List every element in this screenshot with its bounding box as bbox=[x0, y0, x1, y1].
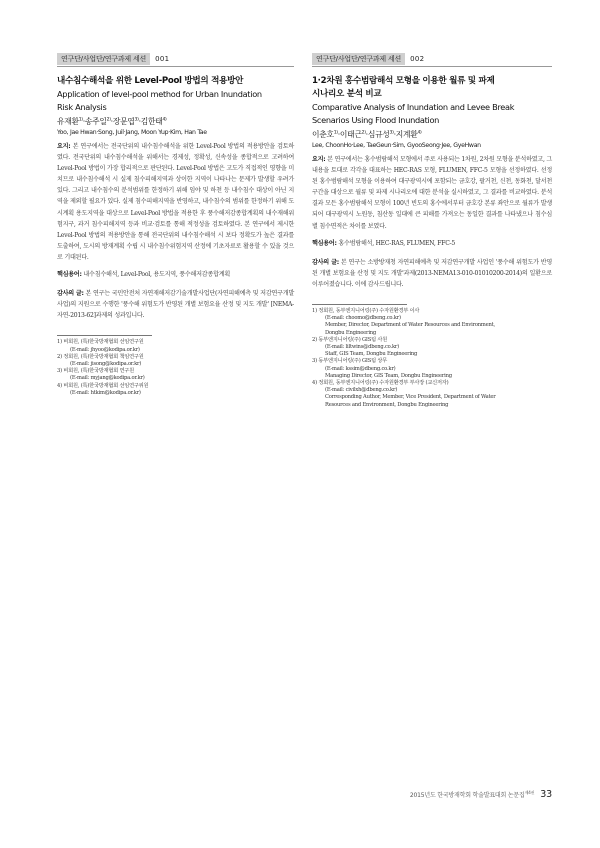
session-number: 001 bbox=[155, 54, 170, 63]
article-title-en bbox=[57, 88, 294, 113]
footnote: 3) 동부엔지니어링(주) GIS팀 상무 bbox=[312, 358, 388, 365]
ack-label: 감사의 글: bbox=[312, 258, 339, 266]
footnote-divider bbox=[57, 335, 152, 336]
title-en-line: Risk Analysis bbox=[57, 101, 107, 112]
author-name: 송주일 bbox=[84, 117, 107, 126]
authors-ko: 이춘호$^{1)}$·이태근$^{2)}$·심규성$^{3)}$·지계환$^{4)}$ bbox=[312, 130, 422, 139]
abstract-text: 본 연구에서는 전국단위의 내수침수해석을 위한 Level-Pool 방법의 적용방안을 검토하였다. 전국단위의 내수침수해석을 위해서는 경제성, 정확성, 신속성을 종합적으로 고려하여 Level-Pool 방법이 가장 합리적으로 판단된다. Level-Pool 방법은 고도가 직접적인 영향을 미치므로 내수침수해석 시 실제 침수피해지역과 상이한 지역이 나타나는 문제가 발생할 우려가 있다. 그리고 내수침수의 분석범위를 한정하기 위해 임야 및 하천 등 내수침수 대상이 아닌 지역을 제외할 필요가 있다. 실제 침수피해지역을 반영하고, 내수침수의 범위를 한정하기 위해 도시계획 용도지역을 대상으로 Level-Pool 방법을 적용한 후 풍수해저감종합계획의 내수재해위험지구, 과거 침수피해지역 등과 비교·검토를 통해 적정성을 검토하였다. 본 연구에서 제시한 Level-Pool 방법의 적용방안을 통해 전국단위의 내수침수해석 시 보다 정확도가 높은 결과를 도출하여, 도시의 방재계획 수립 시 내수침수위험지역 산정에 기초자료로 활용할 수 있을 것으로 기대된다. bbox=[57, 143, 294, 261]
author-name: 이태근 bbox=[339, 130, 362, 139]
author-affil-mark: 3) bbox=[134, 117, 139, 123]
abstract-label: 요지: bbox=[57, 143, 71, 150]
footnote-email: (E-mail: choomo@dbeng.co.kr) bbox=[325, 315, 401, 322]
keywords bbox=[312, 238, 552, 249]
footnote: 2) 동부엔지니어링(주) GIS팀 사원 bbox=[312, 336, 388, 343]
author-name: 심규성 bbox=[367, 130, 390, 139]
keywords bbox=[57, 269, 294, 280]
title-ko-line: 시나리오 분석 비교 bbox=[312, 89, 382, 99]
footnote-en: Staff, GIS Team, Dongbu Engineering bbox=[325, 351, 418, 358]
author-affil-mark: 1) bbox=[333, 130, 338, 136]
title-en-line: Application of level-pool method for Urban Inundation bbox=[57, 89, 262, 99]
footnote-en: Dongbu Engineering bbox=[325, 329, 377, 336]
footnote-email: (E-mail: liltwins@dbeng.co.kr) bbox=[325, 344, 399, 351]
page-footer bbox=[352, 789, 552, 800]
session-label: 연구단/사업단/연구과제 세션 bbox=[57, 53, 150, 65]
page-number: 33 bbox=[540, 789, 552, 800]
footnote-email: (E-mail: kssim@dbeng.co.kr) bbox=[325, 365, 396, 372]
title-ko-line: 1·2차원 홍수범람해석 모형을 이용한 월류 및 파제 bbox=[312, 76, 495, 86]
article-title-en bbox=[312, 101, 552, 126]
footnote: 4) 비회원, (특)한국방재협회 선임연구위원 bbox=[57, 382, 149, 389]
session-label: 연구단/사업단/연구과제 세션 bbox=[312, 53, 405, 65]
author-affil-mark: 2) bbox=[106, 117, 111, 123]
article-title-ko bbox=[312, 75, 552, 101]
abstract-text: 본 연구에서는 홍수범람해석 모형에서 주로 사용되는 1차원, 2차원 모형을 분석하였고, 그 내용을 토대로 각각을 대표하는 HEC-RAS 모형, FLUMEN, FFC-5 모형을 선정하였다. 선정된 홍수범람해석 모형을 이용하여 대구광역시에 포함되는 금호강, 팔거천, 신천, 동화천, 달서천 구간을 대상으로 월류 및 파제 시나리오에 대한 분석을 실시하였고, 그 결과를 비교하였다. 분석 결과 모든 홍수범람해석 모형이 100년 빈도의 홍수에서부터 금호강 본류 좌안으로 월류가 발생되어 대구광역시 노원동, 침산동 일대에 큰 피해를 가져오는 동일한 결과를 나타냈으나 침수심별 침수면적은 차이를 보였다. bbox=[312, 156, 552, 230]
keywords-text: 내수침수해석, Level-Pool, 용도지역, 풍수해저감종합계획 bbox=[81, 271, 230, 279]
ack-label: 감사의 글: bbox=[57, 290, 84, 298]
author-affil-mark: 2) bbox=[361, 130, 366, 136]
article-right bbox=[312, 52, 552, 409]
footnote: 3) 비회원, (특)한국방재협회 연구원 bbox=[57, 368, 134, 375]
footnote-en: Corresponding Author, Member, Vice President, Department of Water bbox=[325, 394, 496, 401]
keywords-label: 핵심용어: bbox=[57, 271, 82, 279]
abstract bbox=[57, 141, 294, 263]
authors-en: Yoo, Jae Hwan·Song, Juil·Jang, Moon Yup·Kim, Han Tae bbox=[57, 129, 207, 136]
author-affil-mark: 4) bbox=[162, 117, 167, 123]
author-affil-mark: 3) bbox=[389, 130, 394, 136]
author-name: 유재환 bbox=[57, 117, 79, 126]
footnote-email: (E-mail: jisong@kodipa.or.kr) bbox=[70, 361, 142, 368]
acknowledgement bbox=[57, 288, 294, 321]
footnote-email: (E-mail: myjang@kodipa.or.kr) bbox=[70, 375, 145, 382]
session-tag bbox=[57, 52, 294, 67]
acknowledgement bbox=[312, 257, 552, 290]
footnote-email: (E-mail: htkim@kodipa.or.kr) bbox=[70, 389, 141, 396]
author-affil-mark: 1) bbox=[78, 117, 83, 123]
footnotes bbox=[312, 308, 552, 409]
footnote-en: Managing Director, GIS Team, Dongbu Engineering bbox=[325, 372, 452, 379]
footnote-en: Resources and Environment, Dongbu Engineering bbox=[325, 401, 449, 408]
footnote-email: (E-mail: civilxh@dbeng.co.kr) bbox=[325, 387, 398, 394]
title-en-line: Comparative Analysis of Inundation and Levee Break bbox=[312, 102, 515, 112]
footnote: 1) 정회원, 동부엔지니어링(주) 수자원환경부 이사 bbox=[312, 308, 420, 315]
footnote: 4) 정회원, 동부엔지니어링(주) 수자원환경부 부사장 (교신저자) bbox=[312, 380, 449, 387]
abstract-label: 요지: bbox=[312, 156, 326, 163]
footnote: 2) 정회원, (특)한국방재협회 책임연구원 bbox=[57, 353, 144, 360]
keywords-label: 핵심용어: bbox=[312, 239, 337, 247]
author-name: 김한태 bbox=[140, 117, 163, 126]
footnote-divider bbox=[312, 304, 407, 305]
title-en-line: Scenarios Using Flood Inundation bbox=[312, 114, 440, 125]
conference-name: 2015년도 한국방재학회 학술발표대회 논문집$^{제4권}$ bbox=[409, 790, 535, 799]
footnote-email: (E-mail: jhyoo@kodipa.or.kr) bbox=[70, 346, 140, 353]
footnote: 1) 비회원, (특)한국방재협회 선임연구원 bbox=[57, 339, 144, 346]
session-number: 002 bbox=[410, 54, 425, 63]
session-tag bbox=[312, 52, 552, 67]
article-title-ko: 내수침수해석을 위한 Level-Pool 방법의 적용방안 bbox=[57, 76, 244, 86]
authors-ko: 유재환$^{1)}$·송주일$^{2)}$·장문엽$^{3)}$·김한태$^{4)}$ bbox=[57, 117, 167, 126]
abstract bbox=[312, 154, 552, 232]
author-affil-mark: 4) bbox=[417, 130, 422, 136]
footnote-en: Member, Director, Department of Water Resources and Environment, bbox=[325, 322, 496, 329]
ack-text: 본 연구는 국민안전처 자연재해저감기술개발사업단(자연피해예측 및 저감연구개발사업)의 지원으로 수행한 '풍수해 위험도가 반영된 개별 보험요율 산정 및 지도 개발' [NEMA-자연-2013-62]과제의 성과입니다. bbox=[57, 290, 294, 320]
authors-en: Lee, ChoonHo·Lee, TaeGeun·Sim, GyooSeong·Jee, GyeHwan bbox=[312, 142, 481, 149]
footnotes bbox=[57, 339, 294, 397]
ack-text: 본 연구는 소방방재청 자연피해예측 및 저감연구개발 사업인 '풍수해 위험도가 반영된 개별 보험요율 산정 및 지도 개발'과제(2013-NEMA13-010-01010200-2014)의 일환으로 이루어졌습니다. 이에 감사드립니다. bbox=[312, 258, 552, 288]
article-left bbox=[57, 52, 294, 397]
author-name: 지계환 bbox=[395, 130, 418, 139]
keywords-text: 홍수범람해석, HEC-RAS, FLUMEN, FFC-5 bbox=[336, 239, 456, 247]
author-name: 이춘호 bbox=[312, 130, 334, 139]
author-name: 장문엽 bbox=[112, 117, 135, 126]
